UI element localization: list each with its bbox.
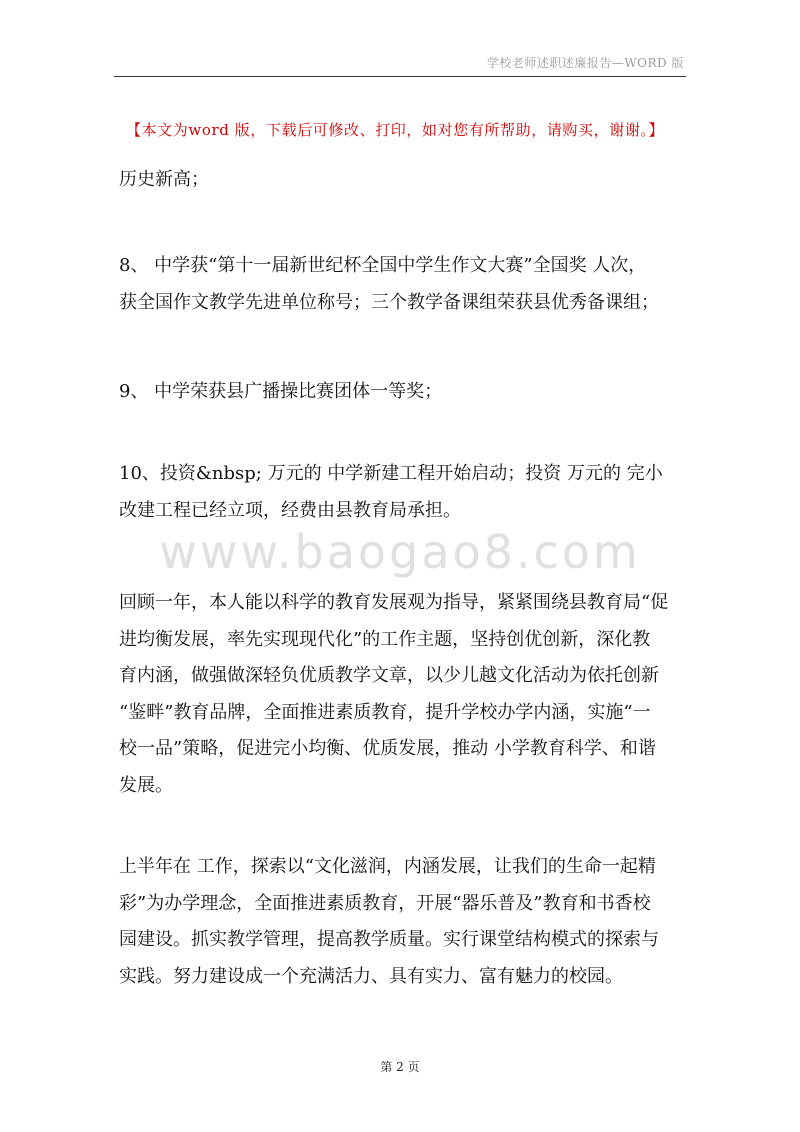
text-line: 发展。 <box>119 774 173 796</box>
text-line: 10、投资&nbsp; 万元的 中学新建工程开始启动；投资 万元的 完小 <box>119 463 663 484</box>
page-number: 第 2 页 <box>380 1060 420 1074</box>
paragraph <box>119 248 689 321</box>
text-line: 获全国作文教学先进单位称号；三个教学备课组荣获县优秀备课组； <box>119 291 659 313</box>
header-title: 学校老师述职述廉报告—WORD 版 <box>486 56 684 70</box>
text-line: 实践。努力建设成一个充满活力、具有实力、富有魅力的校园。 <box>119 965 623 987</box>
paragraph <box>119 585 689 804</box>
paragraph <box>119 849 689 995</box>
text-line: 校一品”策略，促进完小均衡、优质发展，推动 小学教育科学、和谐 <box>119 738 656 759</box>
text-line: 改建工程已经立项，经费由县教育局承担。 <box>119 499 461 521</box>
text-line: 育内涵，做强做深轻负优质教学文章，以少儿越文化活动为依托创新 <box>119 665 659 686</box>
text-line: 园建设。抓实教学管理，提高教学质量。实行课堂结构模式的探索与 <box>119 929 659 950</box>
download-notice: 【本文为word 版，下载后可修改、打印，如对您有所帮助，请购买，谢谢。】 <box>126 121 665 139</box>
page-header <box>114 52 686 77</box>
text-line: 回顾一年，本人能以科学的教育发展观为指导，紧紧围绕县教育局“促 <box>119 592 669 613</box>
text-line: 上半年在 工作，探索以“文化滋润，内涵发展，让我们的生命一起精 <box>119 856 656 877</box>
paragraph <box>119 162 689 199</box>
text-line: “鉴畔”教育品牌，全面推进素质教育，提升学校办学内涵，实施“一 <box>119 701 651 723</box>
text-line: 彩”为办学理念，全面推进素质教育，开展“器乐普及”教育和书香校 <box>119 892 651 914</box>
text-line: 历史新高； <box>119 169 209 190</box>
paragraph <box>119 374 689 411</box>
paragraph <box>119 456 689 529</box>
text-line: 8、 中学获“第十一届新世纪杯全国中学生作文大赛”全国奖 人次， <box>119 255 647 276</box>
text-line: 进均衡发展，率先实现现代化”的工作主题，坚持创优创新，深化教 <box>119 628 651 650</box>
watermark: www.baogao8.com <box>159 525 641 579</box>
text-line: 9、 中学荣获县广播操比赛团体一等奖； <box>119 381 443 402</box>
